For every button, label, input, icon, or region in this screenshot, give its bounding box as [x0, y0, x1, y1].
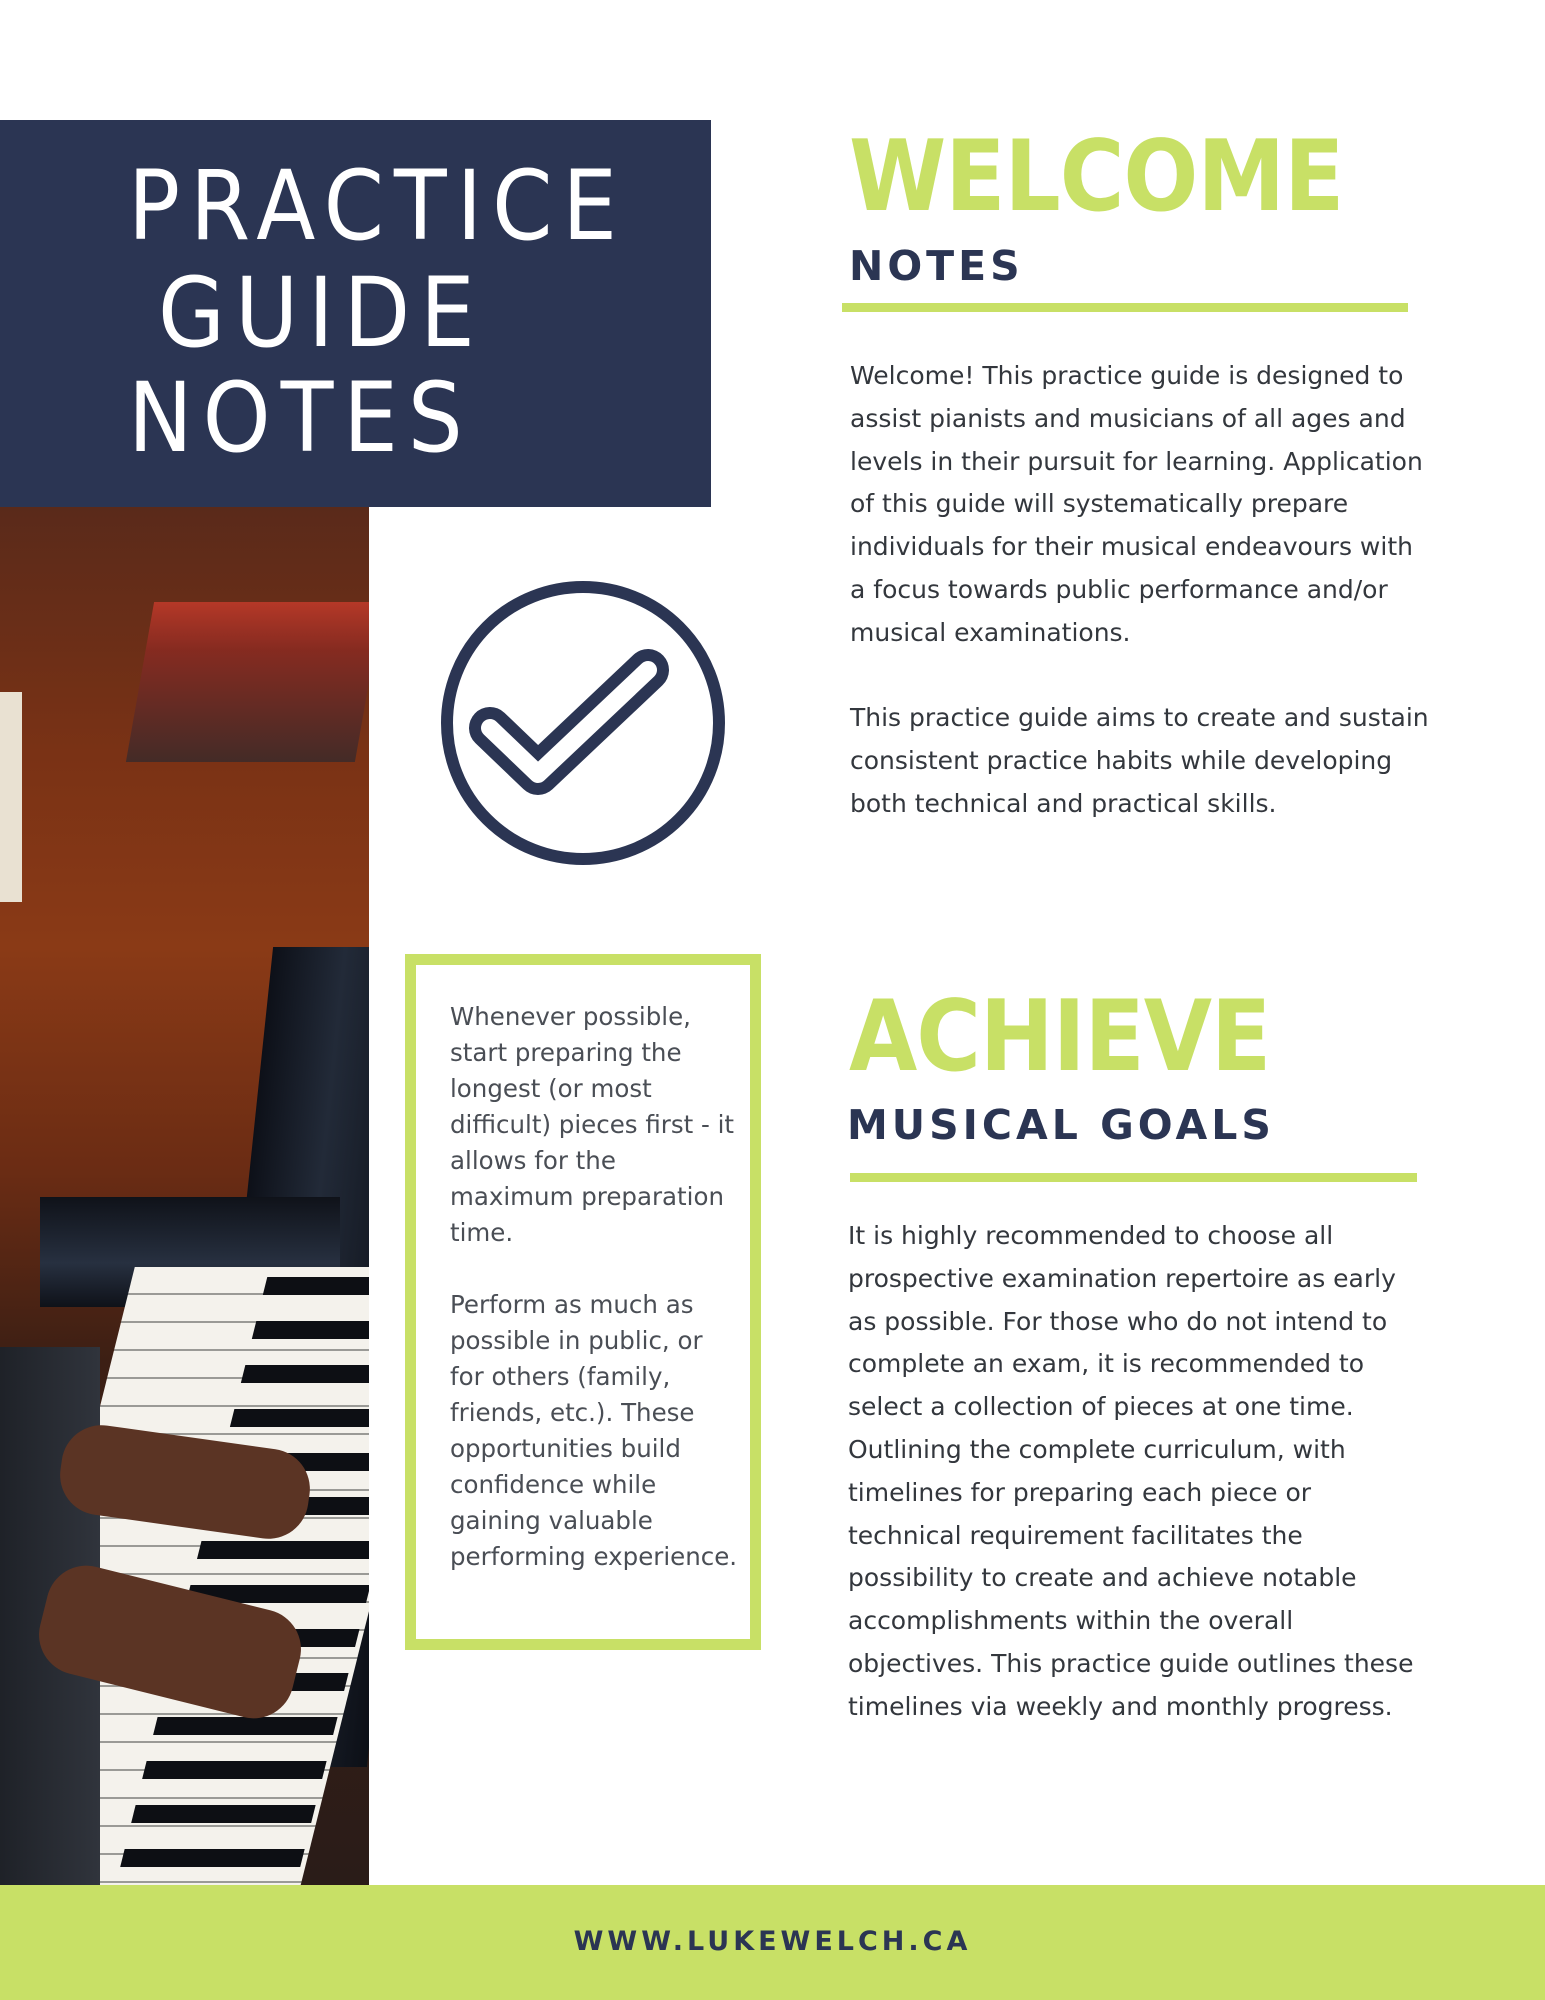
pianist-photo: [0, 507, 369, 1885]
welcome-subheading: NOTES: [849, 242, 1024, 290]
footer-website-link[interactable]: WWW.LUKEWELCH.CA: [573, 1926, 972, 1957]
photo-pillar: [0, 692, 22, 902]
photo-stage: [126, 602, 369, 762]
achieve-subheading: MUSICAL GOALS: [847, 1101, 1275, 1149]
tip-paragraph-2: Perform as much as possible in public, or for others (family, friends, etc.). These opportunities build confidence while gaining valuable performing experience.: [450, 1290, 738, 1571]
welcome-paragraph-1: Welcome! This practice guide is designed to assist pianists and musicians of all ages and levels in their pursuit for learning. Application of this guide will systematically prepare individuals for their musical endeavours with a focus towards public performance and/or musical examinations.: [850, 361, 1423, 647]
achieve-divider: [850, 1173, 1417, 1182]
footer: [0, 1885, 1545, 2000]
title-block: [0, 120, 711, 507]
welcome-body: [850, 355, 1430, 869]
achieve-paragraph-1: It is highly recommended to choose all prospective examination repertoire as early as possible. For those who do not intend to complete an exam, it is recommended to select a collection of pieces at one time. Outlining the complete curriculum, with timelines for preparing each piece or technical requirement facilitates the possibility to create and achieve notable accomplishments within the overall objectives. This practice guide outlines these timelines via weekly and monthly progress.: [848, 1221, 1414, 1721]
achieve-heading: ACHIEVE: [849, 980, 1271, 1094]
check-circle-icon: [438, 578, 728, 868]
title-line-2: GUIDE: [158, 257, 485, 369]
welcome-heading: WELCOME: [849, 120, 1344, 234]
tip-paragraph-1: Whenever possible, start preparing the longest (or most difficult) pieces first - it allows for the maximum preparation time.: [450, 1002, 735, 1247]
tip-text: [450, 999, 740, 1611]
welcome-divider: [842, 303, 1408, 312]
title-line-3: NOTES: [128, 362, 473, 474]
welcome-paragraph-2: This practice guide aims to create and sustain consistent practice habits while developing both technical and practical skills.: [850, 703, 1429, 818]
title-line-1: PRACTICE: [128, 150, 627, 262]
achieve-body: [848, 1215, 1428, 1771]
tip-box: [405, 954, 761, 1650]
